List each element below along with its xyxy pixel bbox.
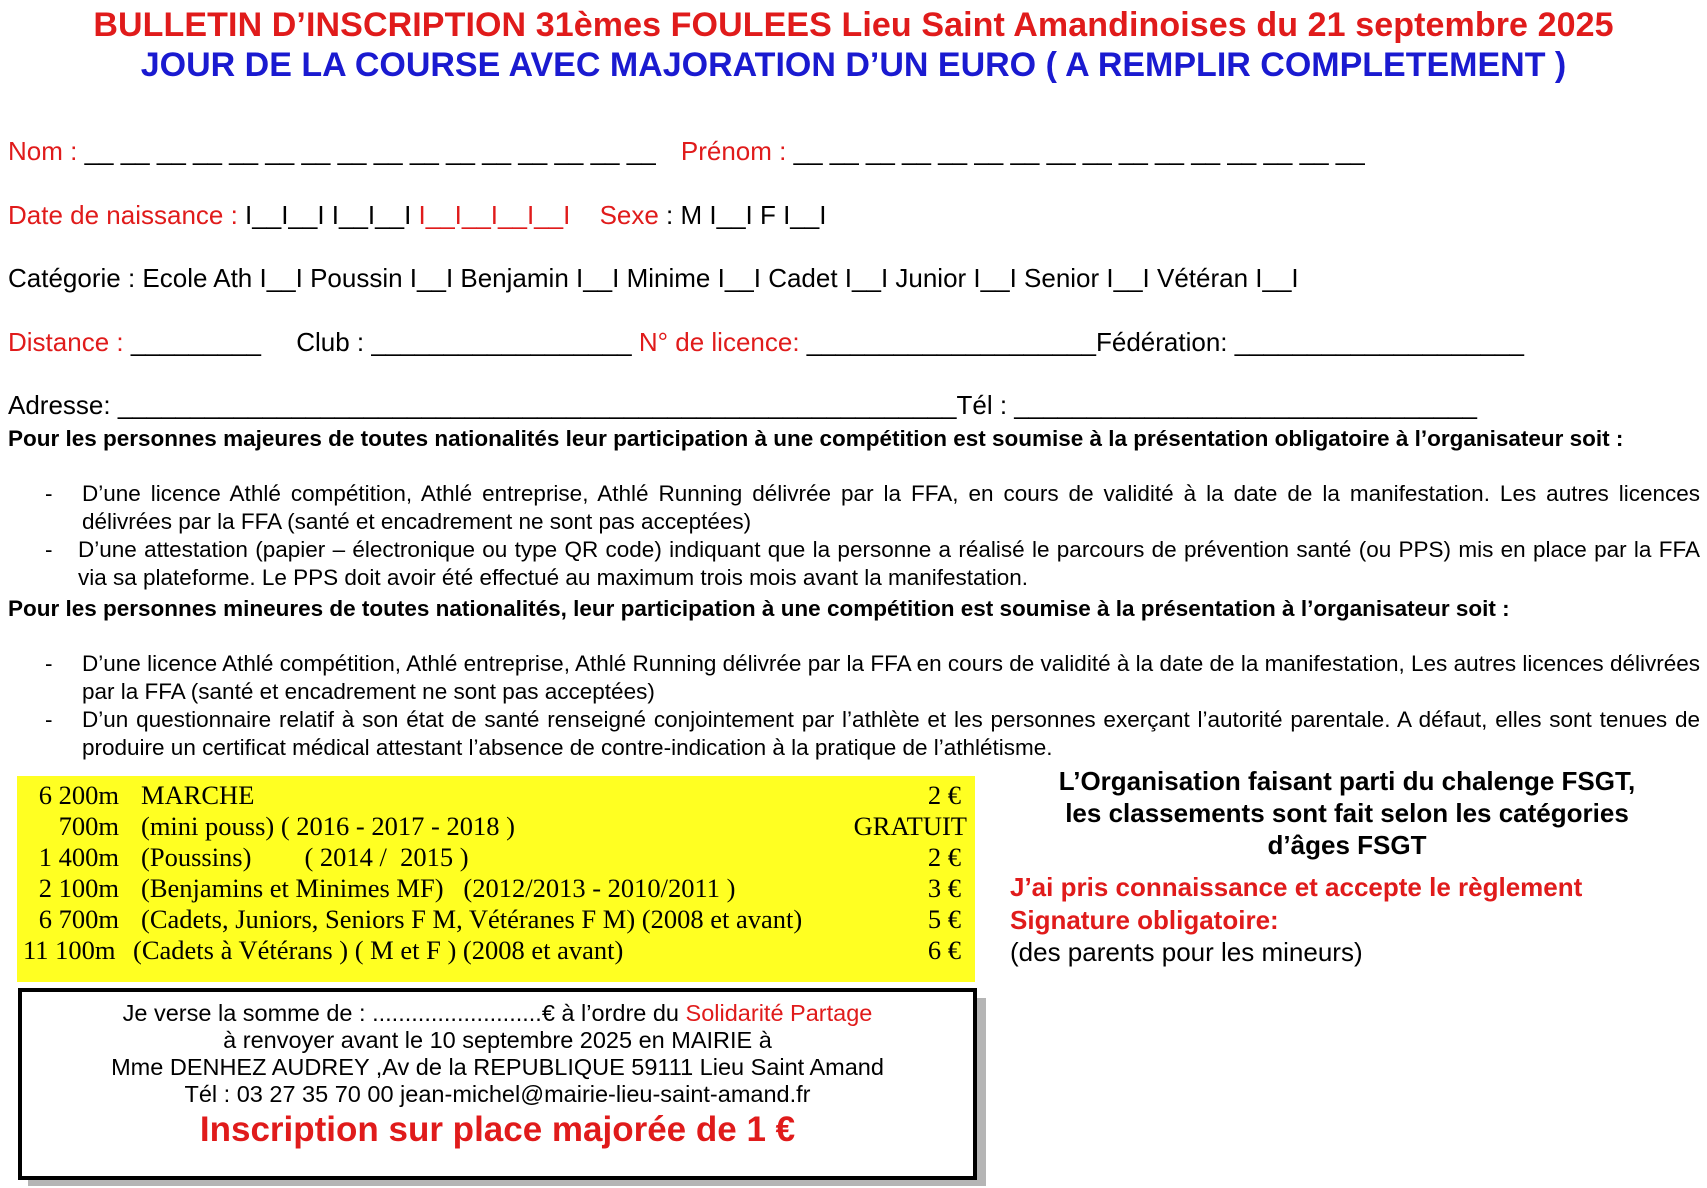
payment-address: Mme DENHEZ AUDREY ,Av de la REPUBLIQUE 59111 Lieu Saint Amand (111, 1054, 884, 1080)
payment-line: à renvoyer avant le 10 septembre 2025 en MAIRIE à (223, 1027, 772, 1053)
payment-amount: Je verse la somme de : ..........................€ à l’ordre du (122, 1000, 686, 1026)
distance-label: Distance : (8, 327, 131, 357)
federation-field[interactable]: Fédération: ____________________ (1095, 327, 1524, 357)
race-price: 6 € (927, 935, 961, 965)
accept-rules: J’ai pris connaissance et accepte le règlement (1010, 872, 1583, 902)
prenom-label: Prénom : (680, 136, 794, 166)
organisation-line: d’âges FSGT (1267, 830, 1427, 860)
name-row (8, 136, 1365, 167)
prenom-field[interactable]: __ __ __ __ __ __ __ __ __ __ __ __ __ __ __ __ (793, 136, 1365, 166)
page-title: BULLETIN D’INSCRIPTION 31èmes FOULEES Lieu Saint Amandinoises du 21 septembre 2025 (93, 6, 1614, 44)
bullet-dash: - (45, 651, 53, 676)
races-table (17, 776, 975, 982)
payment-contact: Tél : 03 27 35 70 00 jean-michel@mairie-lieu-saint-amand.fr (184, 1081, 811, 1107)
table-row (23, 873, 969, 904)
race-price: 3 € (927, 873, 961, 903)
mineurs-intro: Pour les personnes mineures de toutes nationalités, leur participation à une compétition est soumise à la présentation à l’organisateur soit : (8, 596, 1510, 621)
page-subtitle: JOUR DE LA COURSE AVEC MAJORATION D’UN EURO ( A REMPLIR COMPLETEMENT ) (140, 46, 1567, 84)
list-item (40, 650, 1700, 706)
club-field[interactable]: Club : __________________ (296, 327, 639, 357)
sexe-label: Sexe (599, 200, 659, 230)
nom-label: Nom : (8, 136, 85, 166)
list-item (40, 536, 1700, 592)
table-row (23, 811, 969, 842)
race-description: (Cadets, Juniors, Seniors F M, Vétéranes F M) (2008 et avant) (141, 904, 803, 934)
bullet-text: D’une licence Athlé compétition, Athlé entreprise, Athlé Running délivrée par la FFA, en cours de validité à la date de la manifestation. Les autres licences délivrées par la FFA (santé et encadrement ne sont pas acceptées) (82, 481, 1700, 534)
bullet-text: D’un questionnaire relatif à son état de santé renseigné conjointement par l’athlète et les personnes exerçant l’autorité parentale. A défaut, elles sont tenues de produire un certificat médical attestant l’absence de contre-indication à la pratique de l’athlétisme. (82, 707, 1700, 760)
dob-day-month-field[interactable]: I__I__I I__I__I (245, 200, 419, 230)
table-row (23, 904, 969, 935)
race-description: (Cadets à Vétérans ) ( M et F ) (2008 et avant) (133, 935, 624, 965)
race-price: 2 € (927, 842, 961, 872)
payment-line (22, 1000, 973, 1027)
organisation-line: les classements sont fait selon les catégories (1065, 798, 1629, 828)
list-item (40, 706, 1700, 762)
race-price: 2 € (927, 780, 961, 810)
adresse-row[interactable]: Adresse: __________________________________________________________Tél : ________________________________ (8, 390, 1478, 420)
dob-year-field[interactable]: I__I__I__I__I (418, 200, 571, 230)
organisation-line: L’Organisation faisant parti du chalenge FSGT, (1058, 766, 1636, 796)
race-distance: 11 100m (23, 935, 116, 965)
payment-beneficiary: Solidarité Partage (685, 1000, 873, 1026)
organisation-note (1012, 765, 1682, 861)
payment-box (18, 988, 977, 1180)
bullet-dash: - (45, 481, 53, 506)
race-distance: 6 200m (38, 780, 119, 810)
sexe-field[interactable]: : M I__I F I__I (658, 200, 827, 230)
race-description: MARCHE (141, 780, 255, 810)
bullet-text: D’une attestation (papier – électronique ou type QR code) indiquant que la personne a réalisé le parcours de prévention santé (ou PPS) mis en place par la FFA via sa plateforme. Le PPS doit avoir été effectué au maximum trois mois avant la manifestation. (78, 537, 1700, 590)
licence-label: N° de licence: (638, 327, 807, 357)
table-row (23, 780, 969, 811)
race-distance: 700m (58, 811, 119, 841)
licence-field[interactable]: ____________________ (806, 327, 1096, 357)
bullet-text: D’une licence Athlé compétition, Athlé entreprise, Athlé Running délivrée par la FFA en cours de validité à la date de la manifestation, Les autres licences délivrées par la FFA (santé et encadrement ne sont pas acceptées) (82, 651, 1700, 704)
race-distance: 1 400m (38, 842, 119, 872)
distance-field[interactable]: _________ (130, 327, 261, 357)
race-price: 5 € (927, 904, 961, 934)
signature-note: (des parents pour les mineurs) (1010, 937, 1363, 967)
club-row (8, 327, 1524, 358)
dob-label: Date de naissance : (8, 200, 246, 230)
bullet-dash: - (45, 537, 53, 562)
bullet-dash: - (45, 707, 53, 732)
list-item (40, 480, 1700, 536)
race-description: (Benjamins et Minimes MF) (2012/2013 - 2010/2011 ) (141, 873, 736, 903)
table-row (23, 935, 969, 966)
nom-field[interactable]: __ __ __ __ __ __ __ __ __ __ __ __ __ __ __ __ (84, 136, 656, 166)
majeurs-intro: Pour les personnes majeures de toutes nationalités leur participation à une compétition est soumise à la présentation obligatoire à l’organisateur soit : (8, 426, 1624, 451)
race-distance: 6 700m (38, 904, 119, 934)
signature-label: Signature obligatoire: (1010, 905, 1279, 935)
race-distance: 2 100m (38, 873, 119, 903)
birth-sex-row (8, 200, 826, 231)
race-description: (Poussins) ( 2014 / 2015 ) (141, 842, 469, 872)
categorie-row[interactable]: Catégorie : Ecole Ath I__I Poussin I__I Benjamin I__I Minime I__I Cadet I__I Junior I__I Senior I__I Vétéran I__I (8, 263, 1299, 293)
race-price: GRATUIT (853, 811, 967, 841)
race-description: (mini pouss) ( 2016 - 2017 - 2018 ) (141, 811, 515, 841)
table-row (23, 842, 969, 873)
surcharge-notice: Inscription sur place majorée de 1 € (199, 1110, 796, 1149)
